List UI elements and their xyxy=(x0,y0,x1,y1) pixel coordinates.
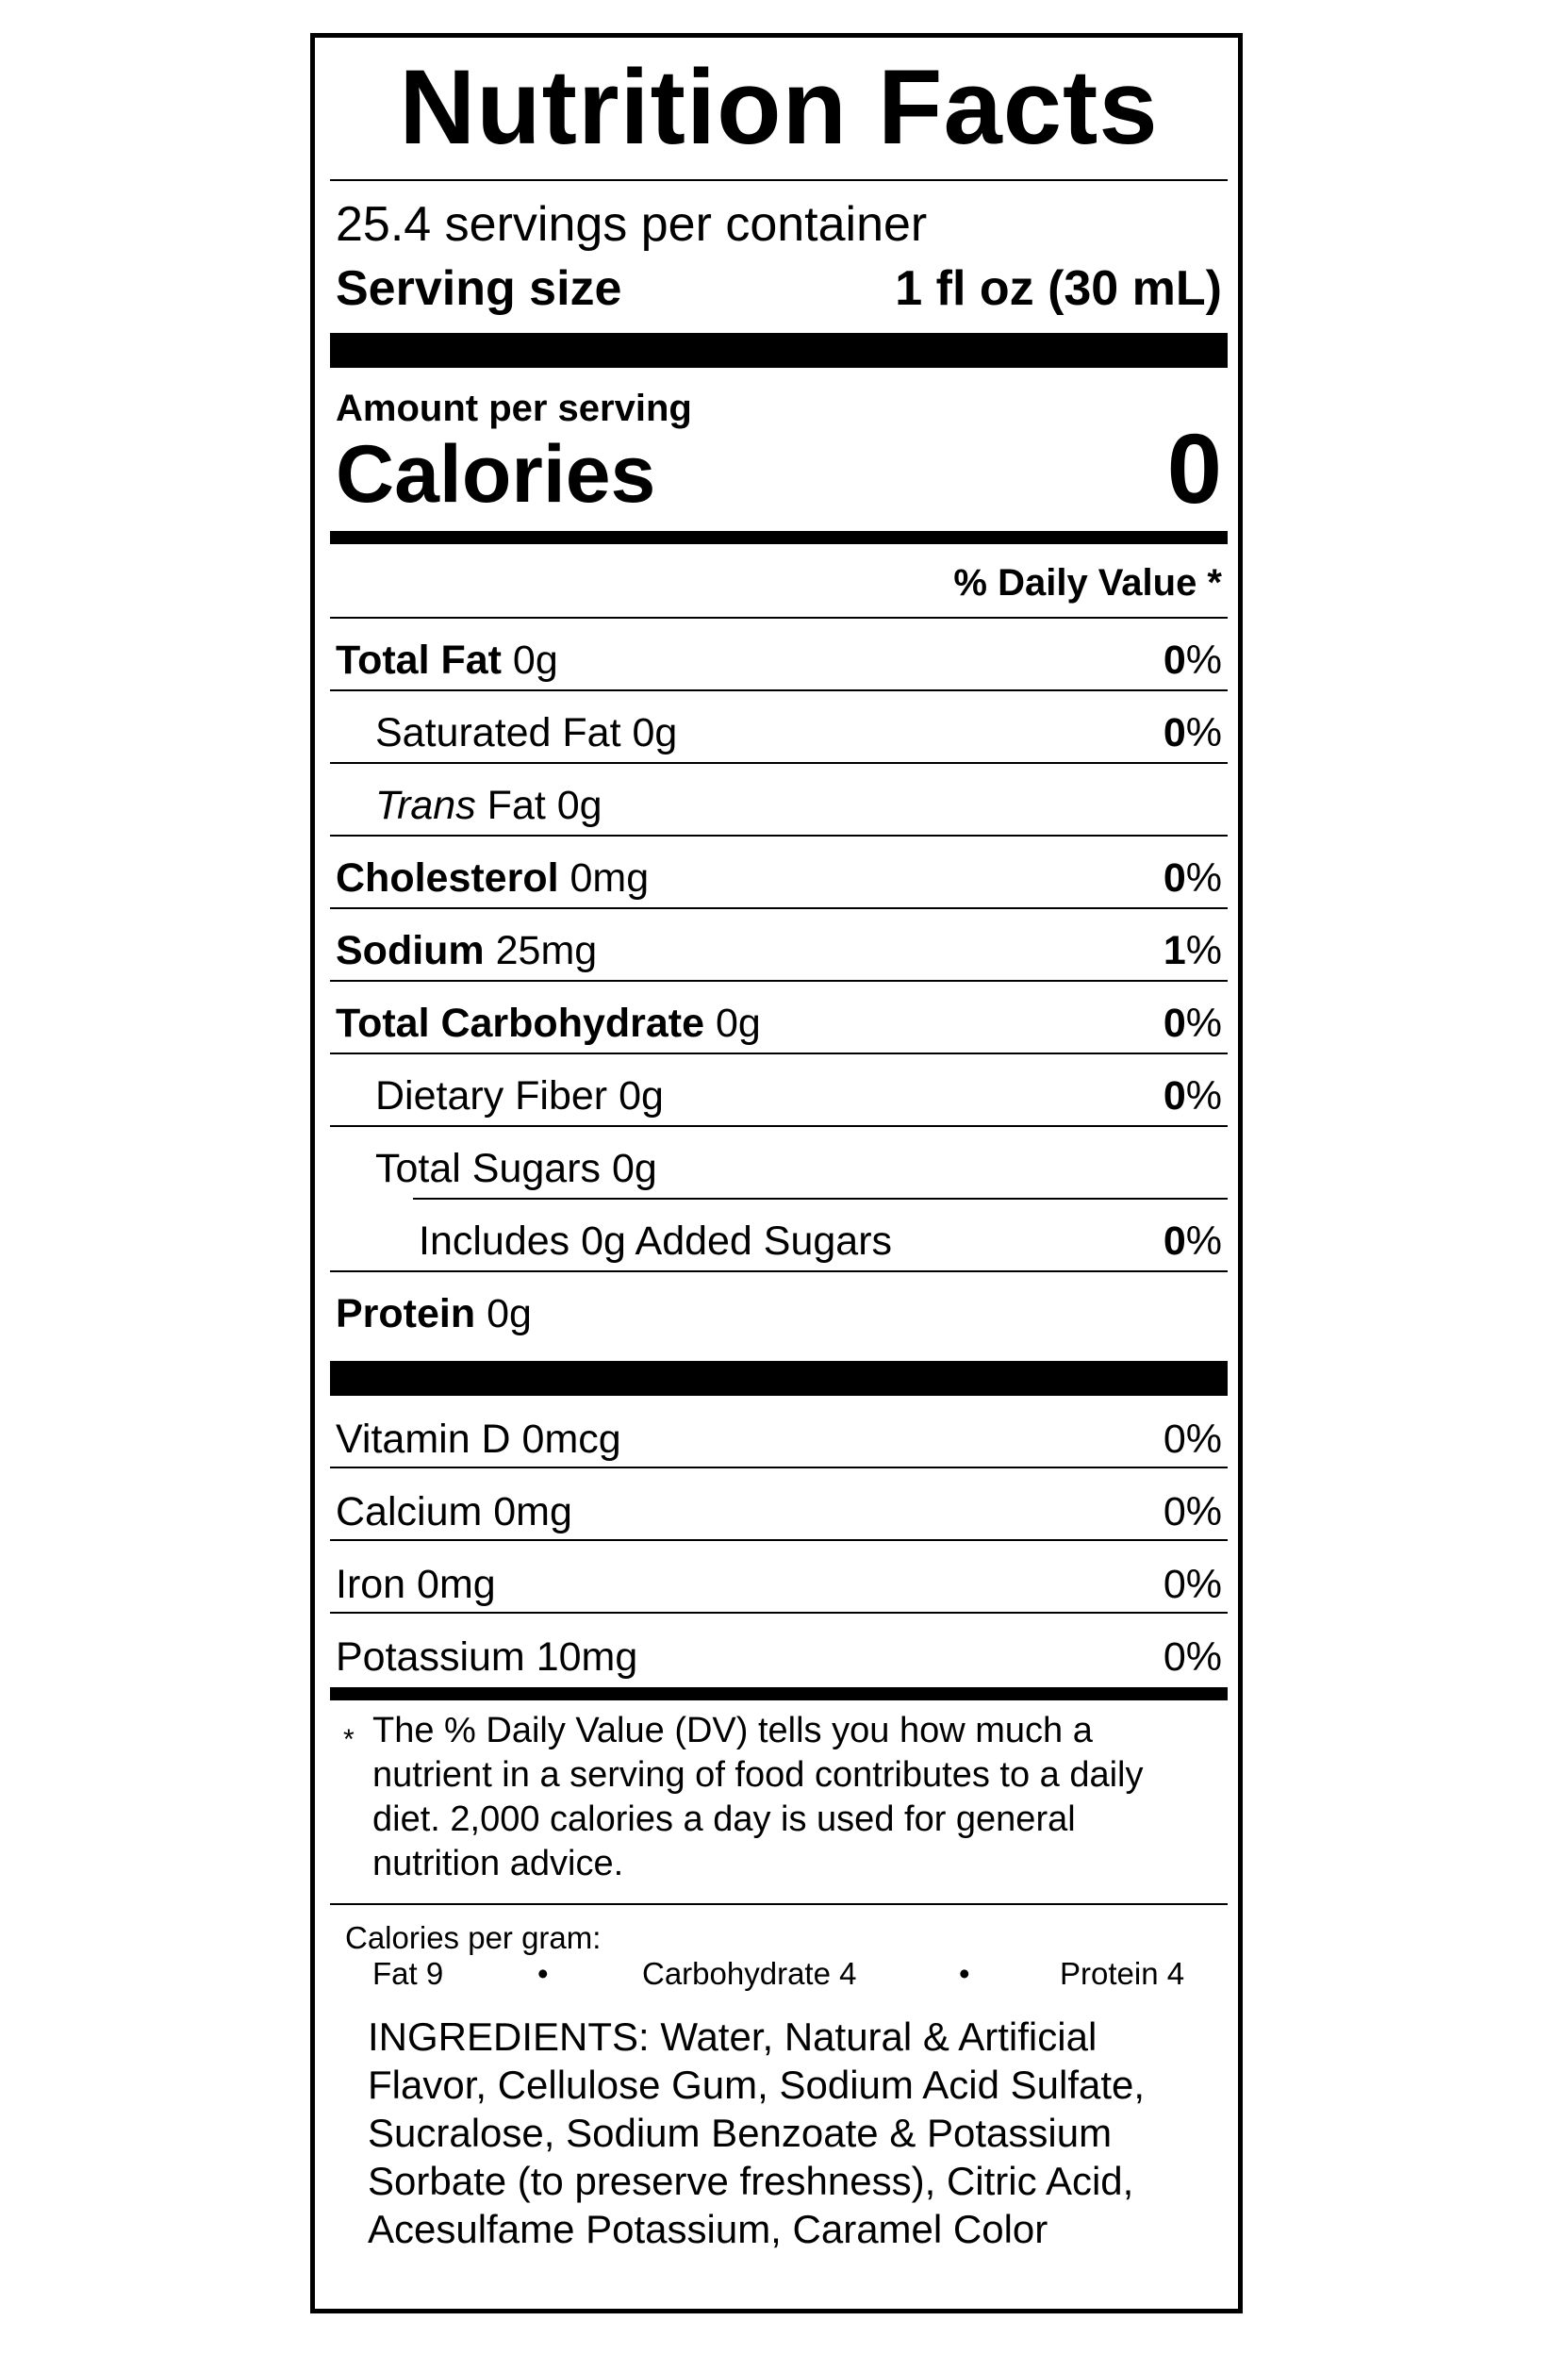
daily-value-number: 0 xyxy=(1163,638,1186,683)
calories-value: 0 xyxy=(1166,414,1222,524)
title-divider xyxy=(330,179,1228,181)
nutrient-amount: 25mg xyxy=(484,928,598,973)
calories-per-gram-label: Calories per gram: xyxy=(345,1920,602,1955)
bullet-separator: • xyxy=(537,1956,549,1991)
serving-size-label: Serving size xyxy=(336,261,622,316)
medium-divider-calories xyxy=(330,531,1228,544)
calories-per-gram-fat: Fat 9 xyxy=(372,1956,444,1991)
nutrient-row xyxy=(330,1054,1228,1127)
daily-value-number: 0 xyxy=(1163,1218,1186,1264)
nutrient-row xyxy=(330,619,1228,691)
serving-size-value: 1 fl oz (30 mL) xyxy=(895,261,1222,316)
footnote-divider xyxy=(330,1903,1228,1905)
nutrient-name xyxy=(419,1218,892,1265)
nutrient-daily-value xyxy=(1164,638,1222,684)
nutrient-name-italic: Trans xyxy=(375,783,476,828)
nutrient-name-bold: Protein xyxy=(336,1291,476,1336)
calories-label: Calories xyxy=(336,429,656,520)
daily-value-number: 0 xyxy=(1163,855,1186,901)
nutrient-row xyxy=(330,691,1228,764)
daily-value-percent-sign: % xyxy=(1185,710,1222,755)
nutrient-amount: Fat 0g xyxy=(475,783,602,828)
vitamin-row xyxy=(330,1541,1228,1614)
nutrient-row xyxy=(330,1200,1228,1272)
nutrition-facts-label xyxy=(310,33,1243,2313)
nutrient-name xyxy=(336,928,597,974)
nutrient-row xyxy=(330,837,1228,909)
nutrient-name-bold: Total Fat xyxy=(336,638,502,683)
label-title: Nutrition Facts xyxy=(399,48,1159,166)
vitamin-row xyxy=(330,1614,1228,1686)
nutrient-name xyxy=(375,1073,664,1119)
nutrient-name xyxy=(336,638,558,684)
nutrient-amount: Dietary Fiber 0g xyxy=(375,1073,664,1119)
footnote-text: The % Daily Value (DV) tells you how much a nutrient in a serving of food contributes to a daily diet. 2,000 calories a day is used for general nutrition advice. xyxy=(372,1711,1144,1883)
thick-divider-vitamins xyxy=(330,1361,1228,1396)
vitamin-daily-value: 0% xyxy=(1163,1489,1222,1534)
bullet-separator: • xyxy=(959,1956,970,1991)
nutrient-amount: Saturated Fat 0g xyxy=(375,710,678,755)
nutrient-amount: 0g xyxy=(501,638,558,683)
nutrient-amount: Includes 0g Added Sugars xyxy=(419,1218,893,1264)
nutrient-row xyxy=(330,1272,1228,1345)
daily-value-percent-sign: % xyxy=(1185,1001,1222,1046)
nutrient-daily-value xyxy=(1164,928,1222,974)
vitamin-row xyxy=(330,1468,1228,1541)
nutrient-row xyxy=(330,1127,1228,1200)
footnote-asterisk: * xyxy=(343,1724,355,1755)
nutrient-name-bold: Cholesterol xyxy=(336,855,559,901)
nutrient-amount: 0mg xyxy=(558,855,650,901)
calories-per-gram-protein: Protein 4 xyxy=(1060,1956,1185,1991)
vitamin-daily-value: 0% xyxy=(1163,1634,1222,1680)
nutrient-daily-value xyxy=(1164,1073,1222,1119)
daily-value-percent-sign: % xyxy=(1185,638,1222,683)
nutrient-daily-value xyxy=(1164,855,1222,902)
daily-value-number: 0 xyxy=(1163,1073,1186,1119)
nutrient-daily-value xyxy=(1164,710,1222,756)
nutrient-daily-value xyxy=(1164,1218,1222,1265)
medium-divider-footnote xyxy=(330,1687,1228,1700)
daily-value-percent-sign: % xyxy=(1185,928,1222,973)
nutrient-amount: 0g xyxy=(704,1001,761,1046)
nutrient-name xyxy=(336,1001,761,1047)
vitamin-row xyxy=(330,1396,1228,1468)
servings-per-container: 25.4 servings per container xyxy=(336,197,928,252)
nutrient-name xyxy=(375,710,677,756)
daily-value-percent-sign: % xyxy=(1185,1218,1222,1264)
nutrient-daily-value xyxy=(1164,1001,1222,1047)
daily-value-percent-sign: % xyxy=(1185,855,1222,901)
nutrient-row xyxy=(330,982,1228,1054)
nutrient-name xyxy=(375,783,602,829)
vitamin-name: Iron 0mg xyxy=(336,1562,496,1607)
nutrient-name xyxy=(336,855,649,902)
nutrient-name xyxy=(336,1291,532,1337)
vitamin-daily-value: 0% xyxy=(1163,1417,1222,1462)
nutrient-amount: 0g xyxy=(475,1291,532,1336)
daily-value-header: % Daily Value * xyxy=(953,562,1222,604)
vitamin-name: Vitamin D 0mcg xyxy=(336,1417,621,1462)
daily-value-number: 0 xyxy=(1163,1001,1186,1046)
nutrient-name xyxy=(375,1146,657,1192)
ingredients-text: INGREDIENTS: Water, Natural & Artificial Flavor, Cellulose Gum, Sodium Acid Sulfate, Sucralose, Sodium Benzoate & Potassium Sorbate (to preserve freshness), Citric Acid, Acesulfame Potassium, Caramel Color xyxy=(368,2014,1146,2251)
nutrient-name-bold: Total Carbohydrate xyxy=(336,1001,705,1046)
vitamin-name: Potassium 10mg xyxy=(336,1634,638,1680)
thick-divider-serving xyxy=(330,333,1228,368)
vitamin-name: Calcium 0mg xyxy=(336,1489,572,1534)
daily-value-number: 1 xyxy=(1163,928,1186,973)
nutrient-amount: Total Sugars 0g xyxy=(375,1146,657,1191)
calories-per-gram-carbohydrate: Carbohydrate 4 xyxy=(642,1956,857,1991)
amount-per-serving: Amount per serving xyxy=(336,388,692,429)
nutrient-name-bold: Sodium xyxy=(336,928,485,973)
vitamin-daily-value: 0% xyxy=(1163,1562,1222,1607)
daily-value-number: 0 xyxy=(1163,710,1186,755)
nutrient-row xyxy=(330,909,1228,982)
daily-value-percent-sign: % xyxy=(1185,1073,1222,1119)
nutrient-row xyxy=(330,764,1228,837)
